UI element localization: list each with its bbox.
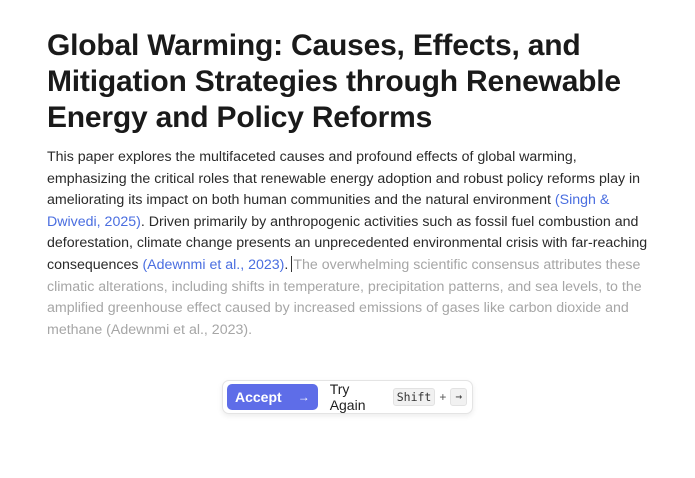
- citation-singh-dwivedi[interactable]: (Singh & Dwivedi, 2025): [47, 192, 610, 230]
- shortcut-plus: +: [439, 390, 447, 404]
- document: [47, 28, 651, 341]
- citation-adewnmi[interactable]: (Adewnmi et al., 2023): [142, 256, 285, 273]
- paragraph-text-3: .: [284, 256, 289, 273]
- arrow-key-icon: →: [450, 388, 467, 406]
- accept-button[interactable]: [227, 384, 318, 410]
- accept-button-label: Accept: [235, 389, 282, 405]
- try-again-button[interactable]: Try Again: [329, 381, 366, 413]
- shift-key-hint: Shift: [393, 388, 436, 406]
- paragraph-text-1: This paper explores the multifaceted causes and profound effects of global warming, emphasizing the critical roles that renewable energy adoption and robust policy reforms play in ameliorating its impact on both human communities and the natural environment: [47, 149, 641, 209]
- paragraph-text-2: . Driven primarily by anthropogenic activities such as fossil fuel combustion and deforestation, climate change presents an unprecedented environmental crisis with far-reaching consequences: [47, 213, 648, 273]
- suggestion-action-bar: [222, 380, 473, 414]
- ai-suggestion-text: The overwhelming scientific consensus attributes these climatic alterations, including shifts in temperature, precipitation patterns, and sea levels, to the amplified greenhouse effect caused by increased emissions of gases like carbon dioxide and methane (Adewnmi et al., 2023).: [47, 256, 642, 338]
- arrow-right-icon: →: [297, 390, 310, 404]
- document-paragraph[interactable]: [47, 147, 651, 341]
- document-title[interactable]: Global Warming: Causes, Effects, and Mitigation Strategies through Renewable Energy and Policy Reforms: [47, 29, 621, 134]
